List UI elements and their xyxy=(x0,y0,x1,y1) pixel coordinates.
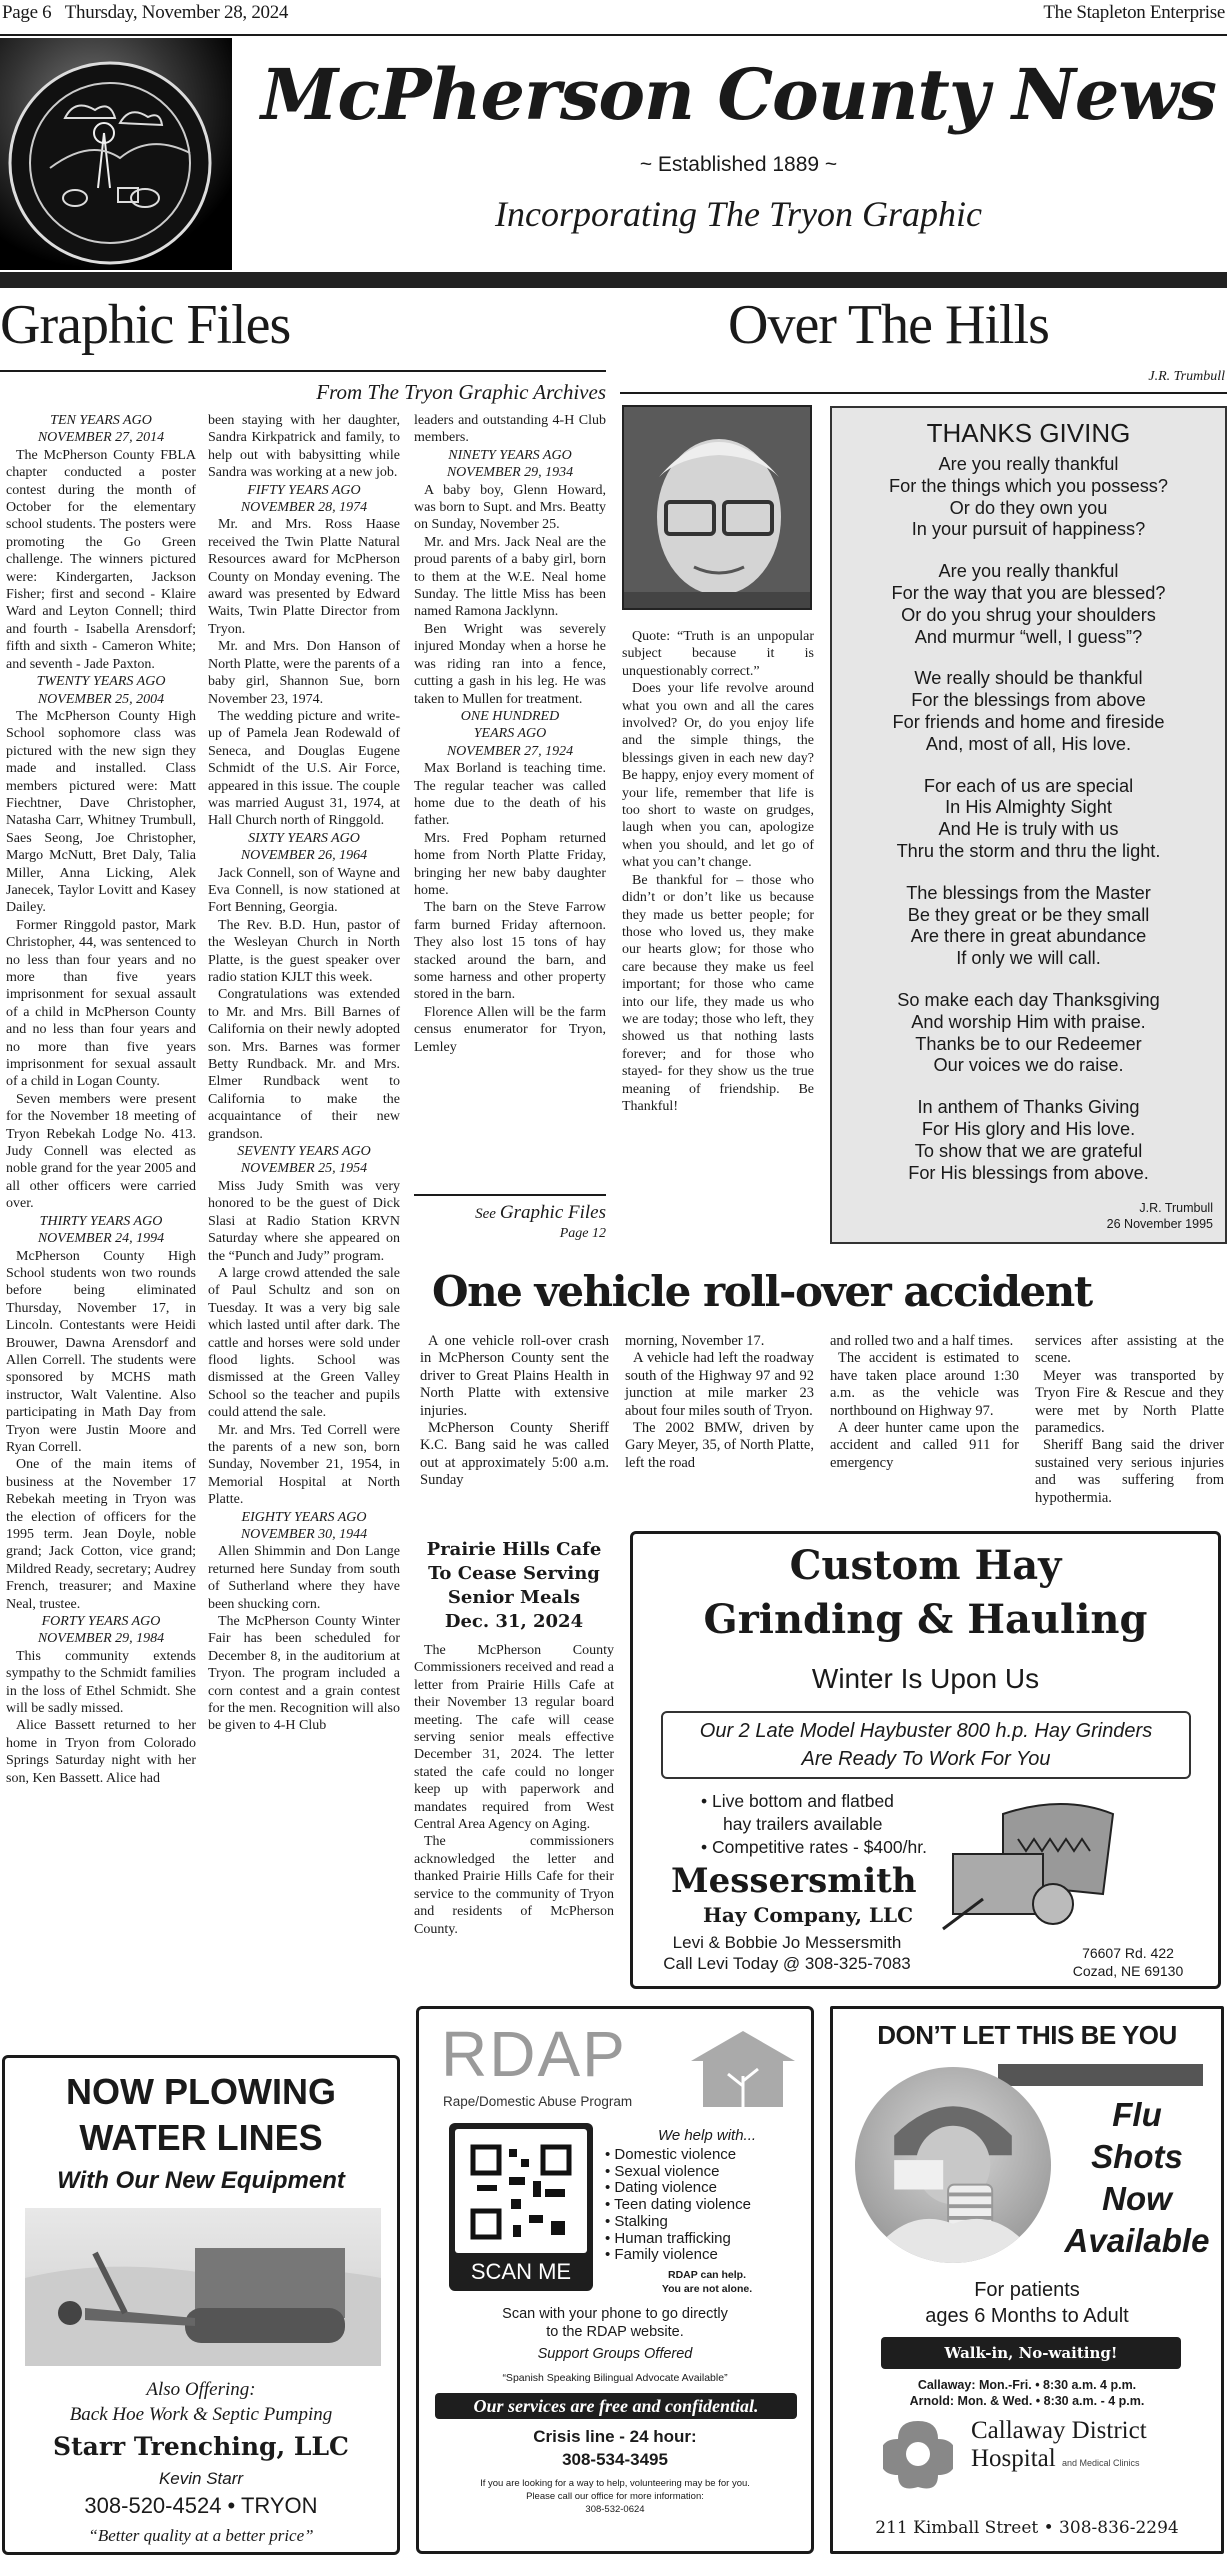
accident-paragraph: and rolled two and a half times. xyxy=(830,1333,1014,1349)
prairie-hills-body xyxy=(414,1642,614,1938)
poem-line: In anthem of Thanks Giving xyxy=(917,1097,1140,1118)
archive-paragraph: Jack Connell, son of Wayne and Eva Connell, is now stationed at Fort Benning, Georgia. xyxy=(208,865,400,916)
accident-paragraph: A vehicle had left the roadway south of the Highway 97 and 92 junction at mile marker 23 about four miles south of Tryon. xyxy=(625,1350,814,1419)
archive-heading: NOVEMBER 30, 1944 xyxy=(240,1527,368,1542)
archive-heading: FIFTY YEARS AGO xyxy=(247,482,361,498)
archive-paragraph: Mr. and Mrs. Ted Correll were the parents of a new son, born Sunday, November 21, 1954, in Memorial Hospital at North Platte. xyxy=(208,1422,400,1508)
hay-grinding-ad xyxy=(630,1531,1221,1989)
starr-ad-title-1: NOW PLOWING xyxy=(66,2071,336,2112)
jump-title: Graphic Files xyxy=(499,1202,606,1223)
poem-line: Be they great or be they small xyxy=(907,904,1150,925)
column-paragraph: Quote: “Truth is an unpopular subject because it is unquestionably correct.” xyxy=(622,629,814,679)
archive-heading: ONE HUNDRED xyxy=(460,708,560,724)
masthead-bar xyxy=(0,272,1227,288)
hay-ad-company-sub: Hay Company, LLC xyxy=(703,1903,914,1927)
archive-paragraph: Ben Wright was severely injured Monday when a horse he was riding ran into a fence, cutting a gash in his leg. He was taken to Mullen for treatment. xyxy=(414,621,606,707)
poem-signature xyxy=(1107,1200,1213,1232)
rdap-tagline-2: You are not alone. xyxy=(661,2282,753,2295)
accident-column-1 xyxy=(420,1333,609,1490)
flu-ad-hospital xyxy=(971,2417,1217,2477)
archive-paragraph: been staying with her daughter, Sandra Kirkpatrick and family, to help out with babysitting while Sandra was working at a new job. xyxy=(208,413,400,481)
hay-ad-bullet-1: • Live bottom and flatbed xyxy=(701,1791,894,1811)
over-the-hills-title: Over The Hills xyxy=(728,294,1049,356)
poem-line: So make each day Thanksgiving xyxy=(897,989,1160,1010)
archive-paragraph: Miss Judy Smith was very honored to be the guest of Dick Slasi at Radio Station KRVN Saturday where she appeared on the “Punch and Judy” program. xyxy=(208,1178,400,1264)
archive-heading: THIRTY YEARS AGO xyxy=(39,1213,163,1229)
rdap-support: Support Groups Offered xyxy=(537,2346,693,2362)
archive-paragraph: The McPherson County FBLA chapter conducted a poster contest during the month of October for the elementary school students. The posters were promoting the Go Green challenge. The winners pictured were: Kindergarten, Jackson Fisher; first and second - Klaire Ward and Leyton Connell; third and fourth - Isabella Arensdorf; fifth and sixth - Cameron White; and seventh - Jade Paxton. xyxy=(6,447,196,672)
graphic-files-rule xyxy=(0,370,606,372)
accident-column-4 xyxy=(1035,1333,1224,1507)
header-rule xyxy=(0,34,1227,36)
archive-heading: NOVEMBER 27, 1924 xyxy=(446,743,574,759)
graphic-files-jump[interactable] xyxy=(414,1202,606,1243)
page-date-line xyxy=(2,2,288,24)
jump-rule xyxy=(414,1194,606,1196)
graphic-files-kicker: From The Tryon Graphic Archives xyxy=(316,380,606,404)
poem-line: In your pursuit of happiness? xyxy=(911,519,1146,540)
rdap-crisis-label: Crisis line - 24 hour: xyxy=(533,2427,697,2446)
starr-ad-title-2: WATER LINES xyxy=(79,2117,323,2158)
rdap-help-item: • Sexual violence xyxy=(605,2162,720,2180)
sick-woman-icon xyxy=(855,2067,1051,2263)
rdap-logo-sub: Rape/Domestic Abuse Program xyxy=(443,2094,633,2109)
rdap-scan-text xyxy=(419,2305,811,2341)
archive-paragraph: Congratulations was extended to Mr. and Mrs. Bill Barnes of California on their newly adopted son. Mrs. Barnes was former Betty Rundback. Mr. and Mrs. Elmer Rundback went to California to make the acquaintance of their new grandson. xyxy=(208,987,400,1142)
prairie-hills-article xyxy=(414,1538,614,1938)
sick-woman-photo xyxy=(855,2067,1051,2263)
rdap-qr-block[interactable] xyxy=(449,2123,593,2291)
archive-paragraph: The McPherson County High School sophomore class was pictured with the new sign they made and installed. Class members pictured were: Matt Fiechtner, Dave Christopher, Natasha Carr, Whitney Trumbull, Saes Seong, Joe Christopher, Margo McNutt, Bret Daly, Talia Miller, Anna Licking, Alek Janecek, Taylor Lovitt and Kasey Dailey. xyxy=(6,708,196,916)
prairie-hills-headline xyxy=(414,1538,614,1634)
rdap-help-item: • Dating violence xyxy=(605,2179,717,2197)
prairie-hills-headline-line: Prairie Hills Cafe xyxy=(426,1539,602,1560)
poem-stanza xyxy=(832,454,1225,541)
rdap-help-heading: We help with... xyxy=(657,2127,757,2144)
archive-heading: NOVEMBER 28, 1974 xyxy=(240,500,368,516)
archive-heading: TWENTY YEARS AGO xyxy=(36,674,166,690)
poem-stanza xyxy=(832,776,1225,863)
rdap-crisis-phone[interactable]: 308-534-3495 xyxy=(562,2450,668,2469)
accident-paragraph: A one vehicle roll-over crash in McPherson County sent the driver to Great Plains Health in North Platte with extensive injuries. xyxy=(420,1333,609,1419)
poem-line: For His glory and His love. xyxy=(921,1118,1136,1139)
accident-paragraph: McPherson County Sheriff K.C. Bang said he was called out at approximately 5:00 a.m. Sunday xyxy=(420,1420,609,1489)
archive-paragraph: The McPherson County Winter Fair has been scheduled for December 8, in the auditorium at Tryon. The program included a corn contest and a grain contest for the men. Recognition will also be given to 4-H Club xyxy=(208,1614,400,1734)
publication-name: The Stapleton Enterprise xyxy=(1043,2,1225,23)
hay-ad-phone[interactable]: Call Levi Today @ 308-325-7083 xyxy=(663,1954,911,1973)
archive-paragraph: A large crowd attended the sale of Paul Schultz and son on Tuesday. It was a very big sale which lasted until after dark. The cattle and horses were sold under flood lights. School was dismissed at the Green Valley School so the teacher and pupils could attend the sale. xyxy=(208,1265,400,1421)
over-the-hills-column xyxy=(622,628,814,1115)
hay-ad-company: Messersmith xyxy=(671,1861,917,1901)
flu-shot-ad xyxy=(830,2006,1224,2554)
archive-heading: FORTY YEARS AGO xyxy=(41,1614,161,1630)
accident-headline: One vehicle roll-over accident xyxy=(432,1267,1092,1316)
poem-line: And worship Him with praise. xyxy=(911,1011,1146,1032)
jump-see: See xyxy=(475,1206,496,1222)
prairie-hills-headline-line: Dec. 31, 2024 xyxy=(444,1611,584,1632)
accident-paragraph: services after assisting at the scene. xyxy=(1035,1333,1224,1367)
poem-line: Are you really thankful xyxy=(938,454,1119,474)
starr-ad-company: Starr Trenching, LLC xyxy=(53,2432,349,2461)
accident-paragraph: morning, November 17. xyxy=(625,1333,765,1349)
hospital-logo-icon xyxy=(883,2419,953,2489)
poem-title: THANKS GIVING xyxy=(926,418,1131,448)
poem-line: For friends and home and fireside xyxy=(892,711,1165,732)
starr-ad-owner: Kevin Starr xyxy=(158,2469,244,2488)
qr-code-icon xyxy=(455,2129,587,2253)
accident-paragraph: A deer hunter came upon the accident and called 911 for emergency xyxy=(830,1420,1019,1471)
flu-ad-patients xyxy=(833,2277,1221,2329)
hay-ad-owners: Levi & Bobbie Jo Messersmith xyxy=(672,1933,902,1952)
poem-line: For the way that you are blessed? xyxy=(891,582,1166,603)
flu-ad-line: Flu xyxy=(1112,2096,1162,2133)
county-seal-logo xyxy=(0,38,232,270)
archive-heading: SIXTY YEARS AGO xyxy=(248,830,360,846)
poem-line: Are you really thankful xyxy=(938,561,1119,582)
poem-stanza xyxy=(832,1097,1225,1184)
column-paragraph: Be thankful for – those who didn’t or don’t like us because they made us better people; for those who loved us, they make our hearts glow; for those who care because they make us feel important; for those who came into our life, they made us who we are today; those who left, they showed us that nothing lasts forever; and for those who stayed- for they show us the true meaning of friendship. Be Thankful! xyxy=(622,872,814,1114)
poem-stanza xyxy=(832,990,1225,1077)
poem-line: To show that we are grateful xyxy=(914,1140,1143,1161)
accident-paragraph: Sheriff Bang said the driver sustained very serious injuries and was suffering from hypothermia. xyxy=(1035,1437,1224,1506)
accident-paragraph: Meyer was transported by Tryon Fire & Rescue and they were met by North Platte paramedics. xyxy=(1035,1367,1224,1437)
archive-paragraph: Mr. and Mrs. Ross Haase received the Twin Platte Natural Resources award for McPherson County on Monday evening. The award was presented by Edward Waits, Twin Platte Director from Tryon. xyxy=(208,517,400,637)
poem-line: Or do you shrug your shoulders xyxy=(901,604,1156,625)
archive-heading: NOVEMBER 25, 2004 xyxy=(37,691,165,707)
rdap-scan-line-1: Scan with your phone to go directly xyxy=(502,2306,728,2322)
thanks-giving-poem xyxy=(830,406,1227,1244)
archive-paragraph: Former Ringgold pastor, Mark Christopher, 44, was sentenced to no less than four years and no more than five years imprisonment for sexual assault of a child in McPherson County and no less than four years and no more than five years imprisonment for sexual assault of a child in Logan County. xyxy=(6,917,196,1090)
hay-ad-bullets xyxy=(701,1790,927,1859)
archive-heading: NOVEMBER 29, 1934 xyxy=(446,465,574,481)
over-the-hills-byline: J.R. Trumbull xyxy=(1148,369,1225,384)
prairie-hills-paragraph: The McPherson County Commissioners received and read a letter from Prairie Hills Cafe at their November 13 regular board meeting. The cafe will cease serving senior meals effective December 31, 2024. The letter stated the cafe could no longer keep up with paperwork and mandates required from West Central Area Agency on Aging. xyxy=(414,1643,614,1833)
page-header xyxy=(0,0,1227,32)
rdap-help-item: • Domestic violence xyxy=(605,2146,737,2163)
hay-ad-bullet-2: • Competitive rates - $400/hr. xyxy=(701,1837,927,1857)
starr-ad-services: Back Hoe Work & Septic Pumping xyxy=(69,2404,333,2425)
archive-paragraph: Florence Allen will be the farm census enumerator for Tryon, Lemley xyxy=(414,1004,606,1055)
over-the-hills-rule xyxy=(620,392,1227,394)
flu-ad-line: Shots xyxy=(1091,2138,1183,2175)
accident-columns xyxy=(420,1333,1224,1507)
archive-heading: TEN YEARS AGO xyxy=(50,413,152,428)
poem-line: And murmur “well, I guess”? xyxy=(914,626,1143,647)
page-number: Page 6 xyxy=(2,2,52,23)
archive-paragraph: The barn on the Steve Farrow farm burned Friday afternoon. They also lost 15 tons of hay stacked around the barn, and some harness and other property stored in the barn. xyxy=(414,900,606,1003)
graphic-files-title: Graphic Files xyxy=(0,294,291,356)
hay-grinder-cartoon-icon xyxy=(933,1784,1133,1934)
archive-paragraph: Mrs. Fred Popham returned home from North Platte Friday, bringing her new baby daughter home. xyxy=(414,830,606,898)
poem-line: And, most of all, His love. xyxy=(925,733,1132,754)
poem-line: And He is truly with us xyxy=(938,819,1119,840)
masthead-title: McPherson County News xyxy=(260,53,1217,136)
archive-heading: NOVEMBER 29, 1984 xyxy=(37,1631,165,1647)
archive-heading: NOVEMBER 26, 1964 xyxy=(240,848,368,864)
starr-ad-slogan: “Better quality at a better price” xyxy=(88,2526,314,2545)
rdap-scan-line-2: to the RDAP website. xyxy=(546,2324,684,2340)
flu-ad-walkin: Walk-in, No-waiting! xyxy=(881,2337,1181,2369)
hospital-name-line-2: Hospital xyxy=(971,2445,1056,2472)
hay-ad-address-2: Cozad, NE 69130 xyxy=(1072,1963,1184,1979)
prairie-hills-headline-line: To Cease Serving xyxy=(428,1563,600,1584)
jump-page: Page 12 xyxy=(559,1226,606,1241)
flu-ad-hours-arnold: Arnold: Mon. & Wed. • 8:30 a.m. - 4 p.m. xyxy=(909,2394,1145,2408)
prairie-hills-headline-line: Senior Meals xyxy=(447,1587,581,1608)
poem-line: For the blessings from above xyxy=(911,690,1146,711)
poem-line: For His blessings from above. xyxy=(908,1162,1149,1183)
rdap-help-item: • Stalking xyxy=(605,2212,668,2230)
poem-line: In His Almighty Sight xyxy=(945,797,1112,818)
hay-ad-callout-line-2: Are Ready To Work For You xyxy=(801,1748,1051,1770)
archive-heading: NOVEMBER 25, 1954 xyxy=(240,1161,368,1177)
bulldozer-photo-icon xyxy=(25,2208,381,2366)
columnist-photo xyxy=(622,405,812,610)
rdap-scan-me: SCAN ME xyxy=(470,2259,572,2284)
poem-line: Thanks be to our Redeemer xyxy=(915,1033,1142,1054)
poem-author: J.R. Trumbull xyxy=(1139,1201,1213,1215)
poem-stanza xyxy=(832,561,1225,648)
rdap-free-banner: Our services are free and confidential. xyxy=(435,2393,797,2419)
archive-paragraph: McPherson County High School students won two rounds before being eliminated Thursday, November 17, in Lincoln. Contestants were Heidi Brouwer, Dawna Arensdorf and Allen Correll. The students were sponsored by MCHS math instructor, Walt Valentine. Also participating in Math Day from Tryon were Justin Moore and Ryan Correll. xyxy=(6,1248,196,1455)
starr-trenching-ad xyxy=(2,2055,400,2555)
archive-heading: NOVEMBER 27, 2014 xyxy=(37,430,165,446)
archive-paragraph: A baby boy, Glenn Howard, was born to Supt. and Mrs. Beatty on Sunday, November 25. xyxy=(414,482,606,533)
prairie-hills-paragraph: The commissioners acknowledged the letter and thanked Prairie Hills Cafe for their service to the community of Tryon and residents of McPherson County. xyxy=(414,1834,614,1937)
accident-paragraph: The accident is estimated to have taken place around 1:30 a.m. as the vehicle was northbound on Highway 97. xyxy=(830,1350,1019,1419)
archive-paragraph: Mr. and Mrs. Don Hanson of North Platte, were the parents of a baby girl, Shannon Sue, born November 23, 1974. xyxy=(208,639,400,707)
poem-stanzas xyxy=(832,454,1225,1184)
flu-ad-patients-2: ages 6 Months to Adult xyxy=(925,2305,1129,2327)
poem-stanza xyxy=(832,883,1225,970)
county-seal-icon xyxy=(0,38,232,270)
rdap-help-list xyxy=(605,2127,809,2296)
rdap-volunteer-2: Please call our office for more information: xyxy=(526,2491,704,2502)
hay-ad-callout-line-1: Our 2 Late Model Haybuster 800 h.p. Hay Grinders xyxy=(699,1720,1153,1742)
rdap-tagline xyxy=(605,2268,809,2296)
rdap-help-items xyxy=(605,2147,809,2264)
rdap-volunteer xyxy=(419,2477,811,2516)
accident-column-2 xyxy=(625,1333,814,1472)
graphic-files-column-2 xyxy=(208,412,400,1735)
archive-paragraph: Mr. and Mrs. Jack Neal are the proud parents of a baby girl, born to them at the W.E. Neal home Sunday. The little Miss has been named Ramona Jacklynn. xyxy=(414,534,606,620)
rdap-help-item: • Family violence xyxy=(605,2246,718,2264)
starr-ad-phone[interactable]: 308-520-4524 • TRYON xyxy=(84,2493,318,2518)
archive-heading: YEARS AGO xyxy=(473,726,547,742)
poem-line: The blessings from the Master xyxy=(906,882,1151,903)
hay-ad-title-1: Custom Hay xyxy=(789,1542,1062,1589)
poem-line: We really should be thankful xyxy=(914,668,1143,689)
hospital-sub: and Medical Clinics xyxy=(1061,2458,1140,2468)
accident-column-3 xyxy=(830,1333,1019,1472)
flu-ad-address[interactable]: 211 Kimball Street • 308-836-2294 xyxy=(875,2518,1179,2538)
rdap-tagline-1: RDAP can help. xyxy=(668,2268,746,2281)
flu-ad-hours xyxy=(833,2377,1221,2409)
hay-ad-address-1: 76607 Rd. 422 xyxy=(1082,1945,1174,1961)
archive-paragraph: The Rev. B.D. Hun, pastor of the Wesleyan Church in North Platte, is the guest speaker over radio station KJLT this week. xyxy=(208,917,400,985)
archive-paragraph: This community extends sympathy to the Schmidt families in the loss of Ethel Schmidt. She will be sadly missed. xyxy=(6,1648,196,1717)
rdap-spanish: “Spanish Speaking Bilingual Advocate Available” xyxy=(502,2372,728,2384)
archive-heading: NINETY YEARS AGO xyxy=(448,447,572,463)
accident-paragraph: The 2002 BMW, driven by Gary Meyer, 35, of North Platte, left the road xyxy=(625,1420,814,1471)
poem-date: 26 November 1995 xyxy=(1106,1217,1213,1231)
graphic-files-column-3 xyxy=(414,412,606,1056)
graphic-files-column-1 xyxy=(6,412,196,1787)
hospital-name-line-1: Callaway District xyxy=(971,2417,1147,2444)
rdap-help-item: • Teen dating violence xyxy=(605,2196,751,2214)
hay-ad-address xyxy=(1043,1944,1213,1980)
flu-ad-gray-bar xyxy=(998,2064,1203,2086)
poem-line: If only we will call. xyxy=(956,948,1101,969)
hay-ad-bullet-1-cont: hay trailers available xyxy=(723,1814,883,1834)
poem-line: For the things which you possess? xyxy=(888,475,1169,496)
flu-ad-headline: DON’T LET THIS BE YOU xyxy=(877,2020,1177,2050)
archive-paragraph: Seven members were present for the November 18 meeting of Tryon Rebekah Lodge No. 413. Judy Connell was elected as noble grand for the year 2005 and all other officers were carried over. xyxy=(6,1091,196,1212)
archive-heading: SEVENTY YEARS AGO xyxy=(237,1144,371,1160)
archive-paragraph: Alice Bassett returned to her home in Tryon from Colorado Springs Saturday night with her son, Ken Bassett. Alice had xyxy=(6,1718,196,1786)
column-paragraph: Does your life revolve around what you own and all the cares involved? Or, do you enjoy life and the simple things, the blessings given in each new day? Be happy, enjoy every moment of your life, remember that life is too short to waste on grudges, laugh when you can, apologize when you should, and let go of what you can’t change. xyxy=(622,681,814,871)
rdap-volunteer-1: If you are looking for a way to help, volunteering may be for you. xyxy=(480,2478,750,2489)
trenching-equipment-photo xyxy=(25,2208,381,2366)
archive-paragraph: Allen Shimmin and Don Lange returned here Sunday from south of Sutherland where they have been shucking corn. xyxy=(208,1544,400,1612)
archive-paragraph: One of the main items of business at the November 17 Rebekah meeting in Tryon was the election of officers for the 1995 term. Jean Doyle, noble grand; Jack Cotton, vice grand; Mildred Ready, secretary; Audrey French, treasurer; and Maxine Neal, trustee. xyxy=(6,1457,196,1612)
flu-ad-hours-callaway: Callaway: Mon.-Fri. • 8:30 a.m. 4 p.m. xyxy=(917,2378,1137,2392)
archive-paragraph: leaders and outstanding 4-H Club members. xyxy=(414,413,606,446)
established-line: ~ Established 1889 ~ xyxy=(639,153,838,176)
columnist-portrait-icon xyxy=(624,407,812,610)
graphic-files-jump-wrap xyxy=(414,1194,606,1243)
hay-ad-callout xyxy=(661,1711,1191,1779)
rdap-ad xyxy=(416,2006,814,2554)
incorporating-line: Incorporating The Tryon Graphic xyxy=(494,194,982,234)
poem-line: Our voices we do raise. xyxy=(933,1055,1124,1076)
starr-ad-also: Also Offering: xyxy=(146,2379,256,2400)
issue-date: Thursday, November 28, 2024 xyxy=(64,2,289,23)
starr-ad-subtitle: With Our New Equipment xyxy=(57,2167,345,2194)
archive-heading: NOVEMBER 24, 1994 xyxy=(37,1231,165,1247)
rdap-office-phone[interactable]: 308-532-0624 xyxy=(585,2504,645,2515)
flu-ad-patients-1: For patients xyxy=(974,2279,1080,2301)
poem-line: Or do they own you xyxy=(949,497,1108,518)
poem-stanza xyxy=(832,668,1225,755)
rdap-help-item: • Human trafficking xyxy=(605,2229,731,2247)
hay-ad-subtitle: Winter Is Upon Us xyxy=(811,1663,1040,1694)
poem-line: Are there in great abundance xyxy=(910,926,1147,947)
rdap-logo-text: RDAP xyxy=(441,2018,627,2090)
flu-ad-line: Available xyxy=(1064,2222,1210,2259)
archive-paragraph: The wedding picture and write-up of Pamela Jean Rodewald of Seneca, and Douglas Eugene Schmidt of the U.S. Air Force, appeared in this issue. The couple was married August 31, 1974, at Hall Church north of Ringgold. xyxy=(208,708,400,829)
hay-ad-title-2: Grinding & Hauling xyxy=(703,1596,1148,1643)
flu-ad-line: Now xyxy=(1102,2180,1172,2217)
flu-ad-flu-shots xyxy=(1053,2094,1221,2262)
poem-line: For each of us are special xyxy=(923,775,1134,796)
archive-paragraph: Max Borland is teaching time. The regular teacher was called home due to the death of his father. xyxy=(414,761,606,829)
rdap-house-tree-icon xyxy=(691,2031,795,2107)
archive-heading: EIGHTY YEARS AGO xyxy=(241,1509,367,1525)
hay-ad-contact xyxy=(647,1932,927,1974)
poem-line: Thru the storm and thru the light. xyxy=(896,840,1161,861)
